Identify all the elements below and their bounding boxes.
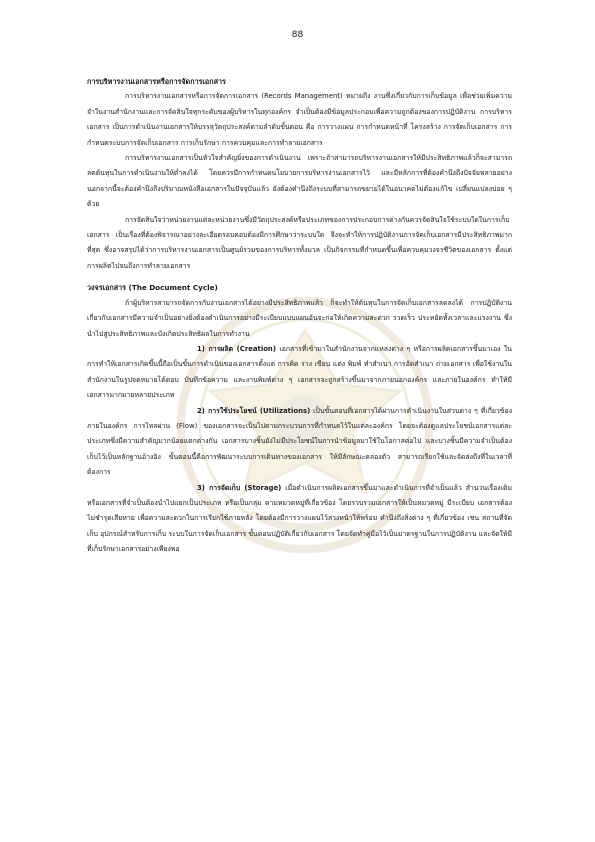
item-label: 3) การจัดเก็บ (Storage)	[197, 483, 282, 492]
document-body	[87, 74, 512, 558]
item-text: เมื่อดำเนินการผลิตเอกสารขึ้นมาและดำเนินการที่จำเป็นแล้ว สำนวนเรื่องเดิมหรือเอกสารที่จำเป็นต้องนำไปแยกเป็นประเภท หรือเป็นกลุ่ม ตามหมวดหมู่ที่เกี่ยวข้อง โดยรวบรวมเอกสารให้เป็นหมวดหมู่ มีระเบียบ เอกสารต้องไม่ชำรุดเสียหาย เพื่อความสะดวกในการเรียกใช้ภายหลัง โดยต้องมีการวางแผนไว้ล่วงหน้าให้พร้อม คำนึงถึงสิ่งต่าง ๆ ที่เกี่ยวข้อง เช่น สถานที่จัดเก็บ อุปกรณ์สำหรับการเก็บ ระบบในการจัดเก็บเอกสาร ขั้นตอนปฏิบัติเกี่ยวกับเอกสาร โดยจัดทำคู่มือไว้เป็นมาตรฐานในการปฏิบัติงาน และจัดให้มีที่เก็บรักษาเอกสารอย่างเพียงพอ	[87, 483, 513, 554]
list-item-storage	[87, 481, 512, 558]
section-heading-document-cycle: วงจรเอกสาร (The Document Cycle)	[87, 283, 218, 293]
list-item-utilizations	[87, 404, 512, 481]
item-label: 2) การใช้ประโยชน์ (Utilizations)	[197, 406, 311, 415]
paragraph: การบริหารงานเอกสารเป็นหัวใจสำคัญยิ่งของการดำเนินงาน เพราะถ้าสามารถบริหารงานเอกสารให้มีประสิทธิภาพแล้วก็จะสามารถลดต้นทุนในการดำเนินงานให้ต่ำลงได้ โดยควรมีการกำหนดนโยบายการบริหารงานเอกสารไว้ และมีหลักการที่ต้องคำนึงถึงปัจจัยหลายอย่าง นอกจากนี้จะต้องคำนึงถึงปริมาณหนังสือเอกสารในปัจจุบันแล้ว ยังต้องคำนึงถึงระบบที่สามารถขยายได้ในอนาคตไม่ต้องแก้ไข เปลี่ยนแปลงบ่อย ๆ ด้วย	[87, 154, 512, 209]
item-label: 1) การผลิต (Creation)	[197, 344, 276, 353]
item-text: เอกสารที่เข้ามาในสำนักงานจากแหล่งต่าง ๆ หรือการผลิตเอกสารขึ้นมาเอง ในการทำให้เอกสารเกิดขึ้นนี้ถือเป็นขั้นการดำเนินของเอกสารตั้งแต่ การคิด ร่าง เขียน แต่ง พิมพ์ ทำสำเนา การอัดสำเนา ถ่ายเอกสาร เพื่อใช้งานในสำนักงานในรูปจดหมายโต้ตอบ บันทึกข้อความ และงานพิมพ์ต่าง ๆ เอกสารจะถูกสร้างขึ้นมาจากภายนอกองค์กร และภายในองค์กร ทำให้มีเอกสารมากมายหลายประเภท	[87, 344, 512, 400]
list-item-creation	[87, 342, 512, 404]
paragraph: การบริหารงานเอกสารหรือการจัดการเอกสาร (Records Management) หมายถึง งานซึ่งเกี่ยวกับการเก็บข้อมูล เพื่อช่วยเพิ่มความจำในงานสำนักงานและการจัดสินใจทุกระดับของผู้บริหารในทุกองค์กร จำเป็นต้องมีข้อมูลประกอบเพื่อความถูกต้องของการปฏิบัติงาน การบริหารเอกสาร เป็นการดำเนินงานเอกสารให้บรรลุวัตถุประสงค์ตามลำดับขั้นตอน คือ การวางแผน การกำหนดหน้าที่ โครงสร้าง การจัดเก็บเอกสาร การกำหนดระบบการจัดเก็บเอกสาร การเก็บรักษา การควบคุมและการทำลายเอกสาร	[87, 92, 512, 147]
page-number: 88	[291, 30, 304, 40]
paragraph: การจัดสินใจว่าหน่วยงานแต่ละหน่วยงานซึ่งมีวัตถุประสงค์หรือประเภทของการประกอบการต่างกันควรจัดสินใจใช้ระบบใดในการเก็บเอกสาร เป็นเรื่องที่ต้องพิจารณาอย่างละเอียดรอบคอบต้องมีการศึกษาว่าระบบใด จึงจะทำให้การปฏิบัติงานการจัดเก็บเอกสารมีประสิทธิภาพมากที่สุด ซึ่งอาจสรุปได้ว่าการบริหารงานเอกสารเป็นศูนย์รวมของการบริหารทั้งมวล เป็นกิจกรรมที่กำหนดขึ้นเพื่อควบคุมวงจรชีวิตของเอกสาร ตั้งแต่การผลิตไปจนถึงการทำลายเอกสาร	[87, 215, 512, 270]
section-heading-records-management: การบริหารงานเอกสารหรือการจัดการเอกสาร	[87, 77, 226, 86]
item-text: เป็นขั้นตอนที่เอกสารได้ผ่านการดำเนินงานในส่วนต่าง ๆ ที่เกี่ยวข้องภายในองค์กร การไหลผ่าน (Flow) ของเอกสารจะเป็นไปตามกระบวนการที่กำหนดไว้ในแต่ละองค์กร โดยจะต้องดูแลประโยชน์เอกสารแต่ละประเภทซึ่งมีความสำคัญมากน้อยแตกต่างกัน เอกสารบางชิ้นยังไม่มีประโยชน์ในการนำข้อมูลมาใช้ในโอกาสต่อไป และบางชิ้นมีความจำเป็นต้องเก็บไว้เป็นหลักฐานอ้างอิง ขั้นตอนนี้คือการพัฒนาระบบการเดินทางของเอกสาร ให้มีลักษณะคล่องตัว สามารถเรียกใช้และจัดส่งถึงที่ในเวลาที่ต้องการ	[87, 406, 512, 477]
paragraph: ถ้าผู้บริหารสามารถจัดการกับงานเอกสารได้อย่างมีประสิทธิภาพแล้ว ก็จะทำให้ต้นทุนในการจัดเก็บเอกสารลดลงได้ การปฏิบัติงานเกี่ยวกับเอกสารมีความจำเป็นอย่างยิ่งต้องดำเนินการอย่างมีระเบียบแบบแผนอันจะก่อให้เกิดความสะดวก รวดเร็ว ประหยัดทั้งเวลาและแรงงาน ซึ่งนำไปสู่ประสิทธิภาพและบังเกิดประสิทธิผลในการทำงาน	[87, 298, 512, 338]
